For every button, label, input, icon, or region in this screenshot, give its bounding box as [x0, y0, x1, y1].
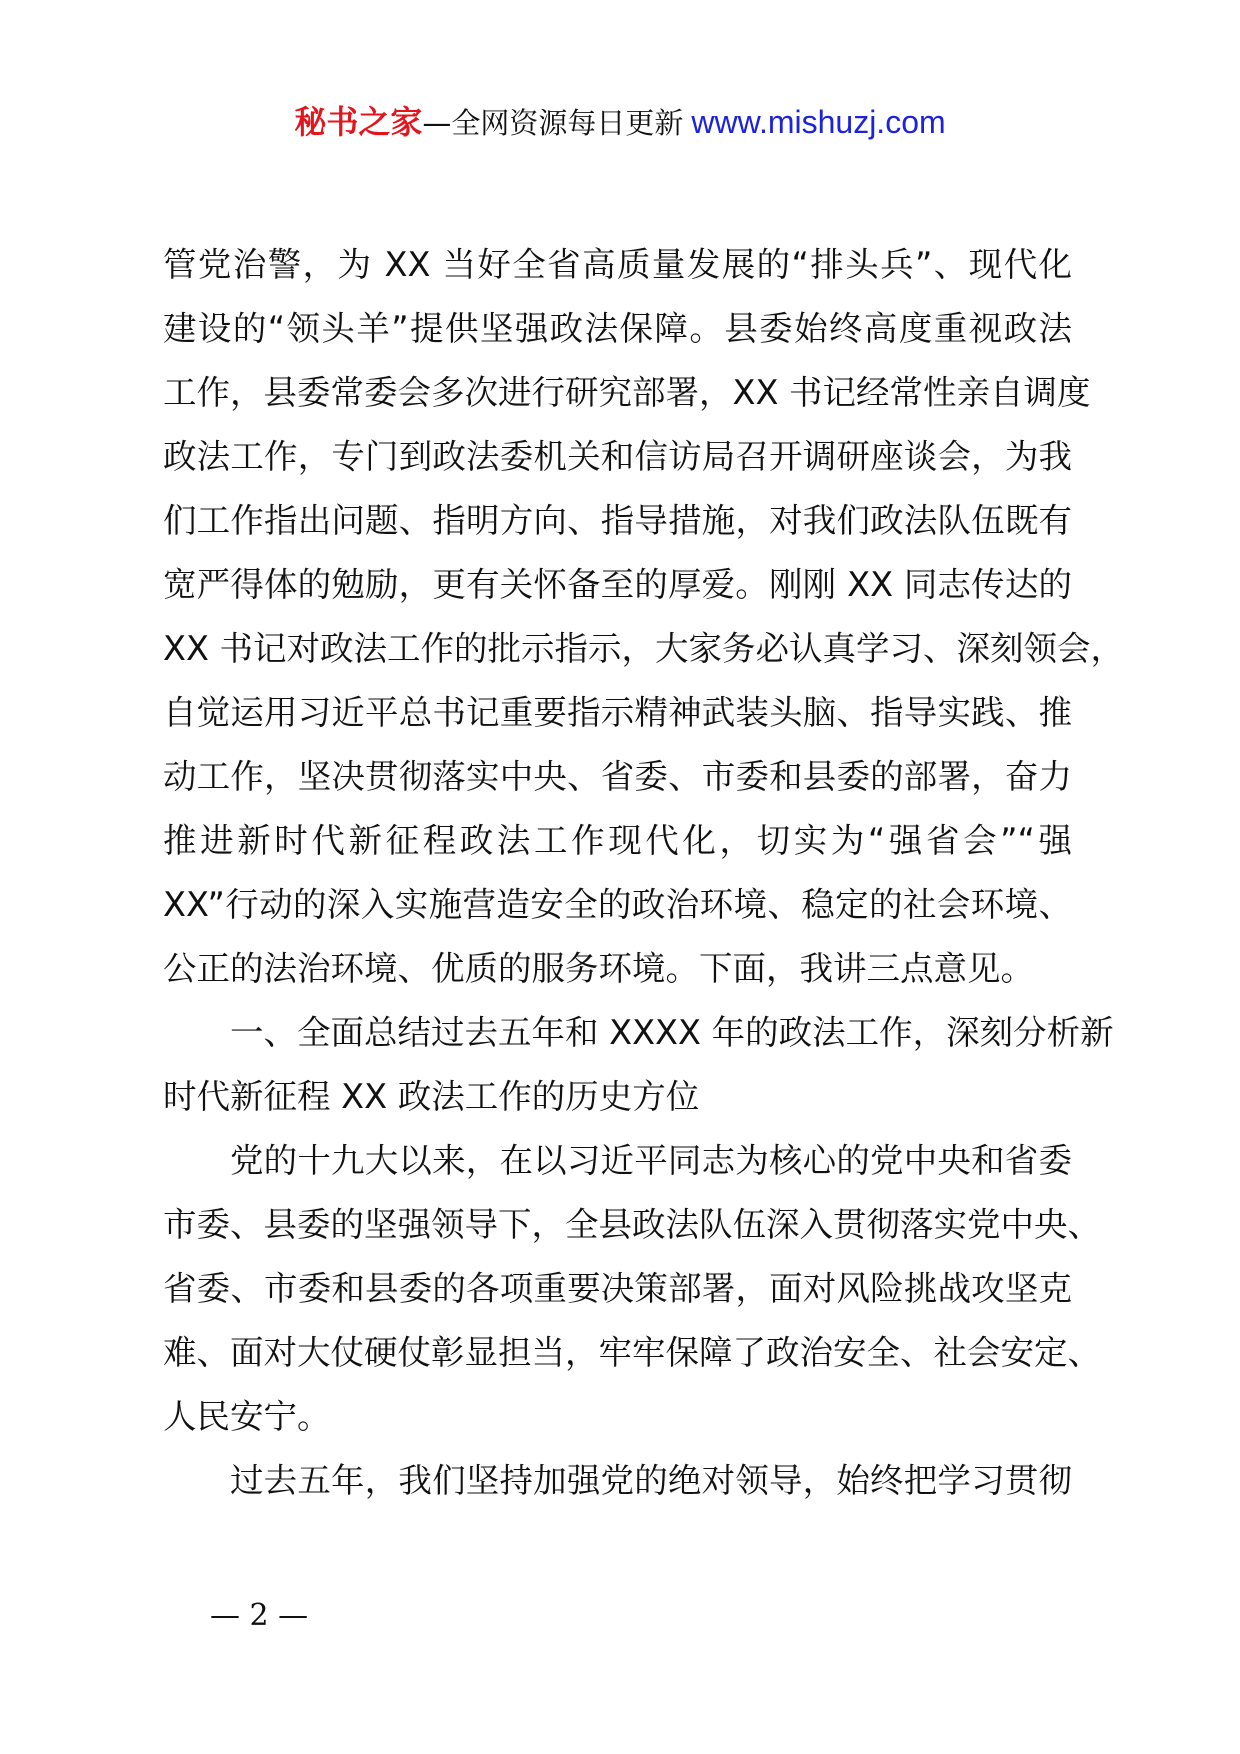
text-line: 省委、市委和县委的各项重要决策部署，面对风险挑战攻坚克 — [163, 1269, 1072, 1308]
text-line: 推进新时代新征程政法工作现代化，切实为“强省会”“强 — [163, 821, 1072, 860]
text-line: 党的十九大以来，在以习近平同志为核心的党中央和省委 — [230, 1141, 1072, 1180]
text-line: XX”行动的深入实施营造安全的政治环境、稳定的社会环境、 — [163, 885, 1072, 924]
text-line: 们工作指出问题、指明方向、指导措施，对我们政法队伍既有 — [163, 501, 1072, 540]
text-line: 动工作，坚决贯彻落实中央、省委、市委和县委的部署，奋力 — [163, 757, 1072, 796]
text-line: 人民安宁。 — [163, 1397, 331, 1436]
text-line: 宽严得体的勉励，更有关怀备至的厚爱。刚刚 XX 同志传达的 — [163, 565, 1072, 604]
site-url: www.mishuzj.com — [691, 104, 946, 140]
paragraph — [163, 1129, 1123, 1449]
text-line: 市委、县委的坚强领导下，全县政法队伍深入贯彻落实党中央、 — [163, 1205, 1101, 1244]
section-heading-line: 时代新征程 XX 政法工作的历史方位 — [163, 1077, 700, 1116]
document-body — [163, 233, 1123, 1513]
text-line: 自觉运用习近平总书记重要指示精神武装头脑、指导实践、推 — [163, 693, 1072, 732]
paragraph — [163, 233, 1123, 1001]
text-line: XX 书记对政法工作的批示指示，大家务必认真学习、深刻领会， — [163, 629, 1125, 668]
text-line: 管党治警，为 XX 当好全省高质量发展的“排头兵”、现代化 — [163, 245, 1072, 284]
text-line: 过去五年，我们坚持加强党的绝对领导，始终把学习贯彻 — [230, 1461, 1072, 1500]
paragraph — [163, 1449, 1123, 1513]
site-brand: 秘书之家 — [294, 103, 423, 141]
section-heading-line: 一、全面总结过去五年和 XXXX 年的政法工作，深刻分析新 — [230, 1013, 1114, 1052]
section-heading — [163, 1001, 1123, 1129]
text-line: 工作，县委常委会多次进行研究部署，XX 书记经常性亲自调度 — [163, 373, 1091, 412]
page-number: — 2 — — [210, 1598, 309, 1633]
text-line: 建设的“领头羊”提供坚强政法保障。县委始终高度重视政法 — [163, 309, 1072, 348]
text-line: 难、面对大仗硬仗彰显担当，牢牢保障了政治安全、社会安定、 — [163, 1333, 1101, 1372]
page-header — [0, 102, 1240, 142]
header-tagline: —全网资源每日更新 — [422, 106, 684, 140]
text-line: 政法工作，专门到政法委机关和信访局召开调研座谈会，为我 — [163, 437, 1072, 476]
text-line: 公正的法治环境、优质的服务环境。下面，我讲三点意见。 — [163, 949, 1034, 988]
